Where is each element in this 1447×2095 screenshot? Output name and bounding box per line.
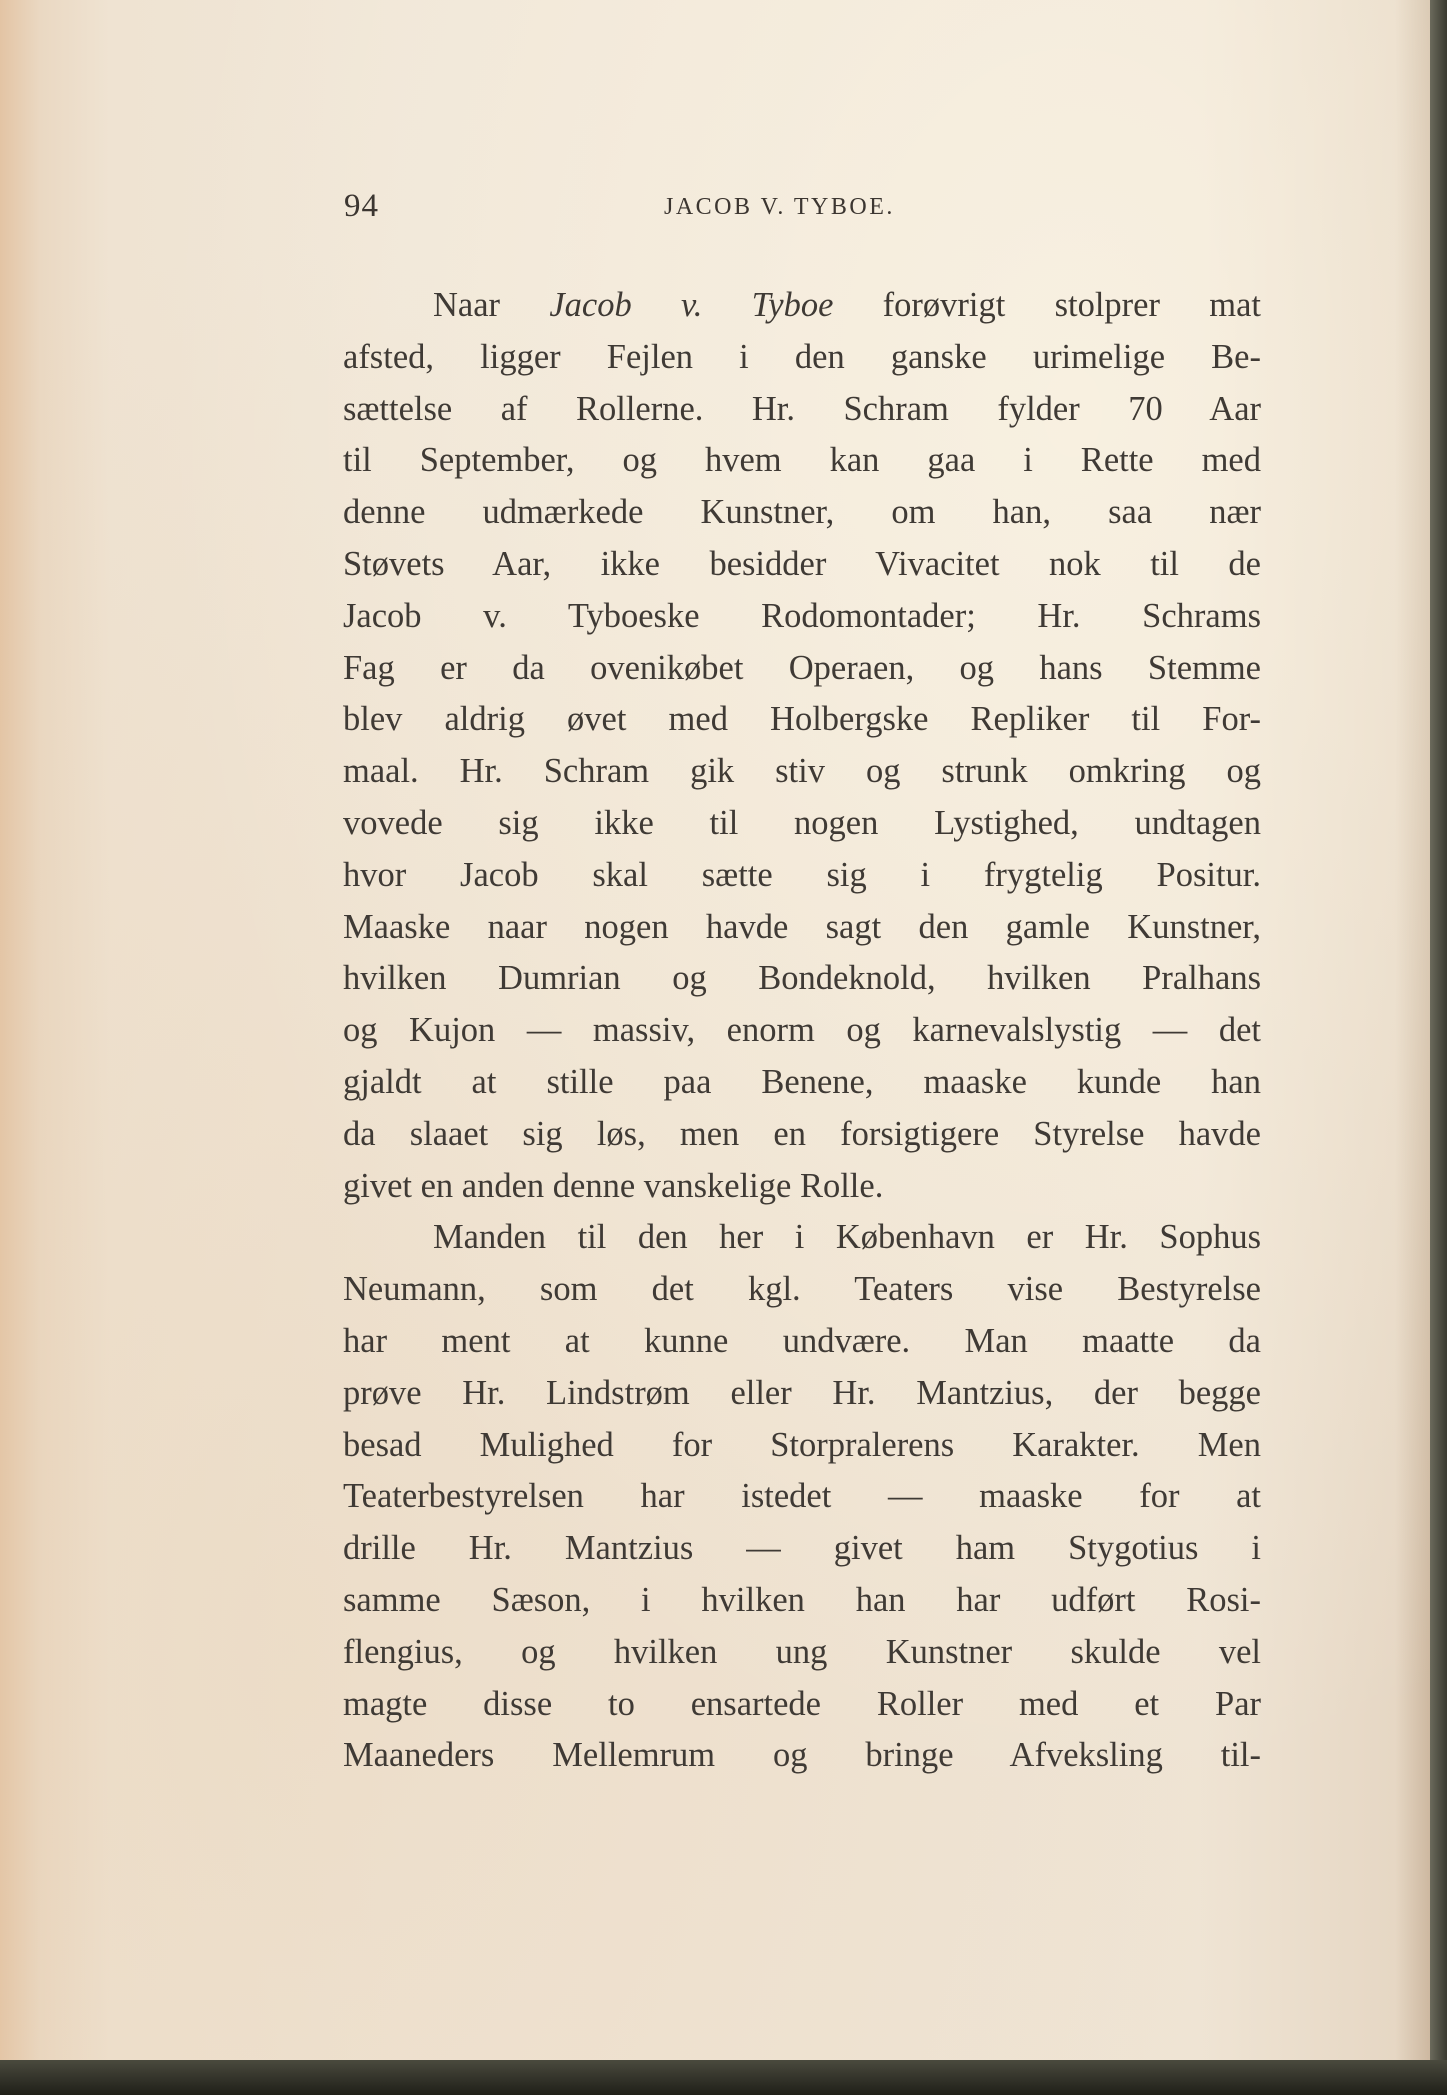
text-line: blev aldrig øvet med Holbergske Repliker til For- <box>343 700 1261 739</box>
text-line: Støvets Aar, ikke besidder Vivacitet nok til de <box>343 544 1261 583</box>
text-line <box>343 280 1261 332</box>
text-line: Jacob v. Tyboeske Rodomontader; Hr. Schrams <box>343 596 1261 635</box>
text-line: givet en anden denne vanskelige Rolle. <box>343 1166 884 1205</box>
text-line: prøve Hr. Lindstrøm eller Hr. Mantzius, der begge <box>343 1373 1261 1412</box>
text-line: Neumann, som det kgl. Teaters vise Bestyrelse <box>343 1270 1261 1309</box>
text-line: gjaldt at stille paa Benene, maaske kunde han <box>343 1062 1261 1101</box>
running-head: JACOB V. TYBOE. <box>664 194 895 220</box>
page-number: 94 <box>344 188 379 224</box>
text-line: Manden til den her i København er Hr. Sophus <box>433 1218 1261 1257</box>
text-segment: forøvrigt stolprer mat <box>833 286 1261 324</box>
text-line: magte disse to ensartede Roller med et Par <box>343 1684 1261 1723</box>
text-line: sættelse af Rollerne. Hr. Schram fylder 70 Aar <box>343 389 1261 428</box>
text-line: vovede sig ikke til nogen Lystighed, undtagen <box>343 803 1261 842</box>
text-line: og Kujon — massiv, enorm og karnevalslystig — det <box>343 1011 1261 1050</box>
page-header <box>344 188 944 232</box>
text-line: denne udmærkede Kunstner, om han, saa nær <box>343 493 1261 532</box>
text-line: Fag er da ovenikøbet Operaen, og hans Stemme <box>343 648 1261 687</box>
play-title: Jacob v. Tyboe <box>549 286 834 324</box>
text-line: Maaske naar nogen havde sagt den gamle Kunstner, <box>343 907 1261 946</box>
text-segment: Naar <box>433 286 550 324</box>
text-line: hvor Jacob skal sætte sig i frygtelig Positur. <box>343 855 1261 894</box>
text-line: hvilken Dumrian og Bondeknold, hvilken Pralhans <box>343 959 1261 998</box>
body-text <box>343 280 1261 1782</box>
text-line: Teaterbestyrelsen har istedet — maaske for at <box>343 1477 1261 1516</box>
book-spine-edge <box>1430 0 1447 2095</box>
text-line: flengius, og hvilken ung Kunstner skulde vel <box>343 1632 1261 1671</box>
text-line: da slaaet sig løs, men en forsigtigere Styrelse havde <box>343 1114 1261 1153</box>
scan-bottom-edge <box>0 2060 1447 2095</box>
text-line: maal. Hr. Schram gik stiv og strunk omkring og <box>343 752 1261 791</box>
text-line: afsted, ligger Fejlen i den ganske urimelige Be- <box>343 337 1261 376</box>
text-line: samme Sæson, i hvilken han har udført Rosi- <box>343 1580 1261 1619</box>
text-line: besad Mulighed for Storpralerens Karakter. Men <box>343 1425 1261 1464</box>
text-line: Maaneders Mellemrum og bringe Afveksling til- <box>343 1736 1261 1775</box>
text-line: drille Hr. Mantzius — givet ham Stygotius i <box>343 1529 1261 1568</box>
text-line: har ment at kunne undvære. Man maatte da <box>343 1321 1261 1360</box>
text-line: til September, og hvem kan gaa i Rette med <box>343 441 1261 480</box>
